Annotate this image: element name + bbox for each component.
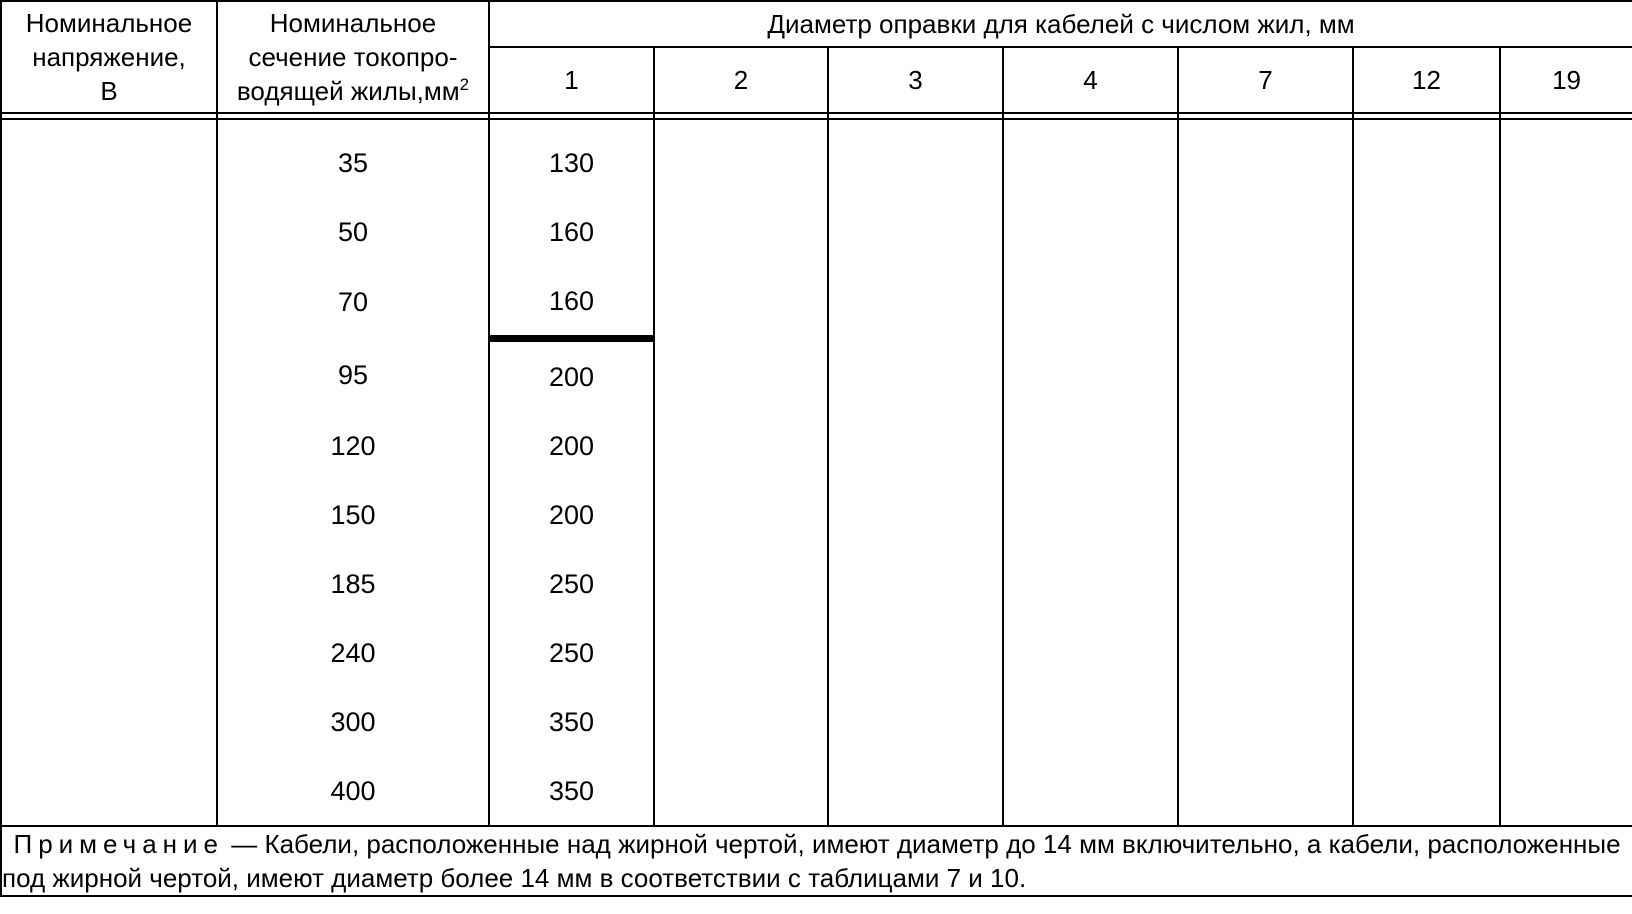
diameter-1-core-cell: 350 [489, 756, 654, 826]
diameter-19-core-cell [1500, 549, 1632, 618]
diameter-3-core-cell [828, 618, 1003, 687]
header-section-sup: 2 [459, 75, 470, 94]
table-row [1, 197, 1632, 266]
table-row [1, 618, 1632, 687]
section-cell: 150 [217, 480, 489, 549]
diameter-2-core-cell [654, 480, 828, 549]
section-cell: 50 [217, 197, 489, 266]
voltage-cell [1, 549, 217, 618]
diameter-7-core-cell [1178, 411, 1353, 480]
note-text: — Кабели, расположенные над жирной чертой, имеют диаметр до 14 мм включительно, а кабели, расположенные под жирной чертой, имеют диаметр более 14 мм в соответствии с таблицами 7 и 10. [2, 829, 1621, 893]
diameter-4-core-cell [1003, 618, 1178, 687]
header-section-line-2: сечение токопро- [248, 42, 458, 72]
header-core-count-19: 19 [1500, 47, 1632, 113]
header-core-count-2: 2 [654, 47, 828, 113]
table-row [1, 339, 1632, 412]
diameter-19-core-cell [1500, 480, 1632, 549]
diameter-2-core-cell [654, 756, 828, 826]
diameter-4-core-cell [1003, 197, 1178, 266]
table-row [1, 480, 1632, 549]
table-row [1, 549, 1632, 618]
header-diameter-group: Диаметр оправки для кабелей с числом жил, мм [489, 1, 1632, 47]
diameter-19-core-cell [1500, 618, 1632, 687]
diameter-1-core-cell: 200 [489, 480, 654, 549]
diameter-12-core-cell [1353, 549, 1500, 618]
diameter-4-core-cell [1003, 549, 1178, 618]
diameter-7-core-cell [1178, 687, 1353, 756]
diameter-12-core-cell [1353, 687, 1500, 756]
diameter-4-core-cell [1003, 687, 1178, 756]
diameter-19-core-cell [1500, 197, 1632, 266]
section-cell: 185 [217, 549, 489, 618]
table-row [1, 687, 1632, 756]
header-section-line-3: водящей жилы,мм [236, 76, 460, 106]
header-section [217, 1, 489, 113]
voltage-cell [1, 618, 217, 687]
diameter-2-core-cell [654, 618, 828, 687]
diameter-7-core-cell [1178, 197, 1353, 266]
diameter-19-core-cell [1500, 119, 1632, 197]
diameter-7-core-cell [1178, 119, 1353, 197]
diameter-12-core-cell [1353, 266, 1500, 339]
diameter-2-core-cell [654, 411, 828, 480]
diameter-3-core-cell [828, 480, 1003, 549]
diameter-7-core-cell [1178, 756, 1353, 826]
header-core-count-4: 4 [1003, 47, 1178, 113]
diameter-2-core-cell [654, 197, 828, 266]
diameter-2-core-cell [654, 119, 828, 197]
diameter-1-core-cell: 250 [489, 549, 654, 618]
voltage-cell [1, 197, 217, 266]
table-row [1, 756, 1632, 826]
header-core-count-7: 7 [1178, 47, 1353, 113]
diameter-3-core-cell [828, 119, 1003, 197]
diameter-2-core-cell [654, 549, 828, 618]
header-section-line-1: Номинальное [269, 8, 437, 38]
diameter-7-core-cell [1178, 339, 1353, 412]
voltage-cell [1, 687, 217, 756]
section-cell: 400 [217, 756, 489, 826]
diameter-1-core-cell: 250 [489, 618, 654, 687]
diameter-12-core-cell [1353, 119, 1500, 197]
table-body [1, 119, 1632, 826]
voltage-cell [1, 756, 217, 826]
diameter-12-core-cell [1353, 756, 1500, 826]
diameter-3-core-cell [828, 549, 1003, 618]
diameter-19-core-cell [1500, 687, 1632, 756]
diameter-12-core-cell [1353, 197, 1500, 266]
diameter-7-core-cell [1178, 480, 1353, 549]
voltage-cell [1, 119, 217, 197]
diameter-7-core-cell [1178, 618, 1353, 687]
voltage-cell [1, 480, 217, 549]
voltage-cell [1, 266, 217, 339]
header-voltage [1, 1, 217, 113]
voltage-cell [1, 339, 217, 412]
section-cell: 35 [217, 119, 489, 197]
diameter-3-core-cell [828, 687, 1003, 756]
header-core-count-12: 12 [1353, 47, 1500, 113]
diameter-1-core-cell: 130 [489, 119, 654, 197]
note-label: Примечание [13, 829, 224, 859]
header-voltage-line-3: В [100, 76, 118, 106]
diameter-3-core-cell [828, 411, 1003, 480]
diameter-1-core-cell: 160 [489, 266, 654, 339]
diameter-19-core-cell [1500, 266, 1632, 339]
table-row [1, 266, 1632, 339]
diameter-19-core-cell [1500, 339, 1632, 412]
diameter-4-core-cell [1003, 119, 1178, 197]
diameter-3-core-cell [828, 756, 1003, 826]
section-cell: 70 [217, 266, 489, 339]
header-voltage-line-1: Номинальное [25, 8, 193, 38]
table-row [1, 411, 1632, 480]
section-cell: 95 [217, 339, 489, 412]
diameter-4-core-cell [1003, 266, 1178, 339]
diameter-2-core-cell [654, 339, 828, 412]
diameter-4-core-cell [1003, 480, 1178, 549]
diameter-19-core-cell [1500, 411, 1632, 480]
diameter-12-core-cell [1353, 618, 1500, 687]
diameter-12-core-cell [1353, 339, 1500, 412]
section-cell: 240 [217, 618, 489, 687]
diameter-7-core-cell [1178, 549, 1353, 618]
diameter-4-core-cell [1003, 756, 1178, 826]
diameter-4-core-cell [1003, 411, 1178, 480]
table-note [1, 826, 1632, 896]
diameter-1-core-cell: 160 [489, 197, 654, 266]
diameter-3-core-cell [828, 266, 1003, 339]
diameter-3-core-cell [828, 197, 1003, 266]
diameter-2-core-cell [654, 687, 828, 756]
diameter-1-core-cell: 350 [489, 687, 654, 756]
diameter-1-core-cell: 200 [489, 411, 654, 480]
header-core-count-1: 1 [489, 47, 654, 113]
diameter-12-core-cell [1353, 480, 1500, 549]
diameter-2-core-cell [654, 266, 828, 339]
diameter-7-core-cell [1178, 266, 1353, 339]
header-voltage-line-2: напряжение, [32, 42, 186, 72]
diameter-12-core-cell [1353, 411, 1500, 480]
section-cell: 120 [217, 411, 489, 480]
section-cell: 300 [217, 687, 489, 756]
header-core-count-3: 3 [828, 47, 1003, 113]
diameter-3-core-cell [828, 339, 1003, 412]
diameter-19-core-cell [1500, 756, 1632, 826]
diameter-1-core-cell: 200 [489, 339, 654, 412]
voltage-cell [1, 411, 217, 480]
table-row [1, 119, 1632, 197]
diameter-4-core-cell [1003, 339, 1178, 412]
